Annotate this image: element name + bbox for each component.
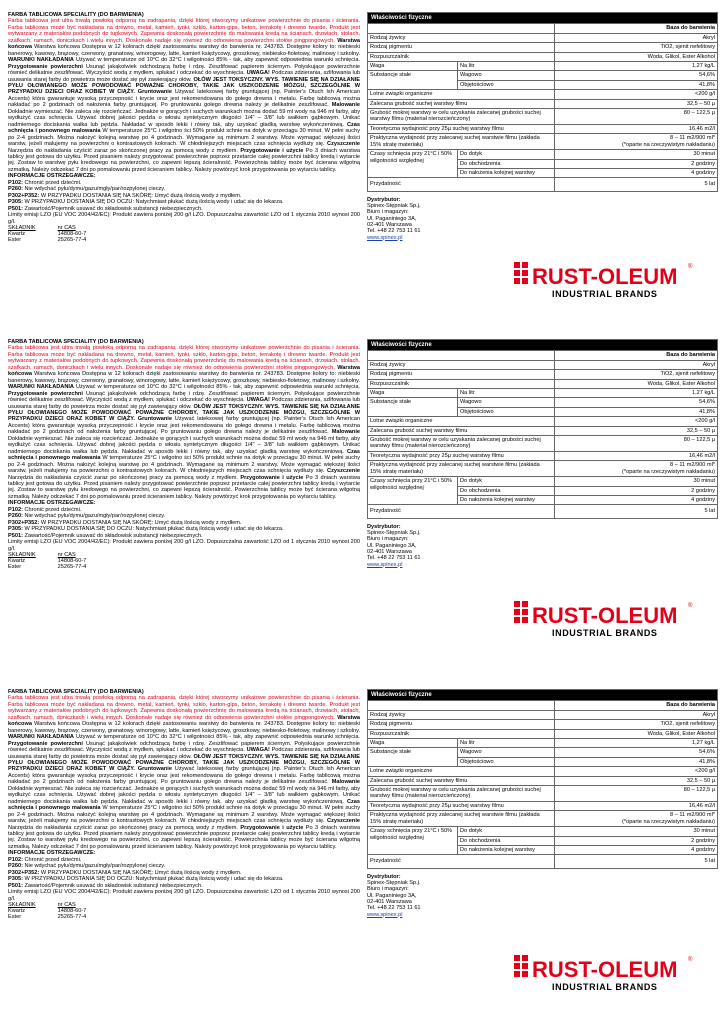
svg-text:®: ® — [688, 264, 693, 270]
svg-text:RUST-OLEUM: RUST-OLEUM — [532, 264, 678, 289]
product-label-2 — [0, 339, 724, 669]
precaution-line: P305: W PRZYPADKU DOSTANIA SIĘ DO OCZU: Natychmiast płukać dużą ilością wody i udać się do lekarza. — [8, 876, 284, 883]
usage-heading: Przygotowanie i użycie — [240, 474, 304, 481]
body-text: Po 3 dniach warstwa tablicy jest gotowa do użytku. Przed pisaniem należy przygotować powierzchnie poprzez przetarcie całej powierzchni tablicy kredą i wytarcie jej. Zostaw to warstwę pyłu kredowego na powierzchni, co zapewni lepszą ścieralność. Powierzchnia tablicy może być ścierana wilgotną szmatką. Należy odczekać 7 dni po pomalowaniu przed ścieraniem tablicy. Należy powtórzyć krok przygotowania po wytarciu tablicy. — [8, 147, 360, 173]
body-text: Warstwa końcowa Dostępna w 12 kolorach dzięki zastosowaniu warstwy do barwienia nr. 243783. Dostępne kolory to: niebieski banerowy, kawowy, brązowy, czerwony, granatowy, winorogowy, latte, kamień księżycowy, groszkowy, niebiesko-fioletowy, malinowy i szkolny. — [8, 721, 360, 734]
section-title: Właściwości fizyczne — [368, 13, 718, 24]
primer-heading: Gruntowanie — [137, 766, 172, 773]
precaution-line: P260: Nie wdychać pyłu/dymu/gazu/mgły/par/rozpylonej cieczy. — [8, 863, 166, 870]
table-row: Rozpuszczalnik Woda, Glikol, Ester Alkohol — [368, 729, 718, 738]
body-text: Po 3 dniach warstwa tablicy jest gotowa do użytku. Przed pisaniem należy przygotować powierzchnie poprzez przetarcie całej powierzchni tablicy kredą i wytarcie jej. Zostaw to warstwę pyłu kredowego na powierzchni, co zapewni lepszą ścieralność. Powierzchnia tablicy może być ścierana wilgotną szmatką. Należy odczekać 7 dni po pomalowaniu przed ścieraniem tablicy. Należy powtórzyć krok przygotowania po wytarciu tablicy. — [8, 474, 360, 500]
distributor-line: Biuro i magazyn: — [367, 536, 409, 543]
table-row: Przydatność 5 lat — [368, 855, 718, 868]
table-row: Czasy schnięcia przy 21°C i 50% wilgotności względnej Do dotyk 30 minut — [368, 150, 718, 159]
intro-text: Farba tablicowa jest ultra trwałą powłoką odporną na zadrapania, dzięki której stworzymy unikatowe powierzchnie do pisania i ścierania. Farba tablicowa może być nakładana na drewno, metal, kamień, tynki, szkło, karton-gips, beton, terrakotę i drewno twarde. Produkt jest wytwarzany z materiałów podobnych do tupkowych. Zapewnia doskonałą powierzchnię do malowania kredą na ścianach, drzwiach, stołach, szafkach, ramach, doniczkach i wielu innych. Doskonale nadaje się również do odnowienia powierzchni stołów pingpongowych. — [8, 345, 360, 371]
body-text: Używać lateksowej farby gruntującej (np. Painter's Otuch Ish American Accents) która gwarantuje wysoką przyczepność i krycie oraz jest rekomendowana do gołego drewna i metalu. Farbę tablicową można nakładać po 2 godzinach od nałożenia farby gruntującej. Po gruntowaniu gołego drewna należy je delikatnie zeszlifować. — [8, 416, 360, 436]
distributor-title: Dystrybutor: — [367, 873, 401, 880]
table-row: Rozpuszczalnik Woda, Glikol, Ester Alkohol — [368, 379, 718, 388]
product-title: FARBA TABLICOWA SPECIALITY (DO BARWIENIA) — [8, 12, 144, 18]
distributor-line: Spinex-Stępniak Sp.j. — [367, 880, 421, 887]
cas-number: 14808-60-7 — [57, 231, 87, 238]
cleaning-heading: Czyszczenie — [327, 468, 360, 475]
product-label-3 — [0, 689, 724, 1019]
body-text: Usunąć jakąkolwiek odchodzącą farbę i rdzę. Zeszlifować papierem ściernym. Połyskujące powierzchnie równieć delikatnie zeszlifować. Wyczyścić wodą z mydłem, spłukać i odczekać do wyschnięcia. — [8, 740, 360, 754]
section-title: Właściwości fizyczne — [368, 690, 718, 701]
distributor-line: 02-401 Warszawa — [367, 221, 412, 228]
body-text: Podczas zdzierania, szlifowania lub usuwania starej farby do powietrza może dostać się pył zawierający ołów. — [8, 70, 360, 83]
precaution-line: P302+P352: W PRZYPADKU DOSTANIA SIĘ NA SKÓRĘ: Umyć dużą ilością wody z mydłem. — [8, 869, 242, 876]
logo-graphic — [512, 258, 697, 302]
distributor-info — [367, 197, 517, 241]
table-row: Praktyczna wydajność przy zalecanej suchej warstwie filmu (zakłada 15% stratę materiału) 8 – 11 m2/900 ml* (*oparte na rzeczywistym nakładaniu) — [368, 134, 718, 150]
precaution-line: P305: W PRZYPADKU DOSTANIA SIĘ DO OCZU: Natychmiast płukać dużą ilością wody i udać się do lekarza. — [8, 526, 284, 533]
painting-heading: Malowanie — [331, 429, 360, 436]
table-row: Praktyczna wydajność przy zalecanej suchej warstwie filmu (zakłada 15% stratę materiału) 8 – 11 m2/900 ml* (*oparte na rzeczywistym nakładaniu) — [368, 461, 718, 477]
base-column-header: Baza do barwienia — [555, 24, 718, 33]
table-row: Rodzaj żywicy Akryl — [368, 33, 718, 42]
finish-coat-heading: Warstwa końcowa — [8, 37, 360, 51]
lead-warning: OŁÓW JEST TOKSYCZNY. WYS. TAWIENIE SIĘ NA DZIAŁANIE PYŁU OŁOWIANEGO MOŻE POWODOWAĆ POWAŻNE CHOROBY, TAKIE JAK USZKODZENIE MÓZGU, SZCZEGÓLNIE W PRZYPADKU DZIECI ORAZ KOBIET W CIĄŻY. — [8, 753, 360, 773]
body-text: Dokładnie wymieszać. Nie zaleca się rozcieńczać. Jednakże w gorących i suchych warunkach można dodać 59 ml wody na 946 ml farby, aby wydłużyć czas schnięcia. Używać dobrej jakości pędzla o włosiu syntetycznym długości 1/4" – 3/8" lub wałkiem gąbkowym. Unikać nadmiernego dociskania wałka lub pędzla. Nakładać w sposób lekki i równy tak, aby uzyskać gładką warstwę wykończeniową. — [8, 785, 360, 805]
table-row: Czasy schnięcia przy 21°C i 50% wilgotności względnej Do dotyk 30 minut — [368, 827, 718, 836]
caution-heading: UWAGA! — [246, 397, 270, 404]
body-text: Używać w temperaturze od 10°C do 32°C i wilgotności 85% - tak, aby zapewnić odpowiednia warunki schnięcia. — [75, 57, 360, 64]
svg-text:®: ® — [688, 957, 693, 963]
ingredient-column-header: SKŁADNIK — [8, 224, 36, 231]
finish-coat-heading: Warstwa końcowa — [8, 714, 360, 728]
distributor-line: Biuro i magazyn: — [367, 209, 409, 216]
precautions-title: INFORMACJE OSTRZEGAWCZE: — [8, 500, 96, 507]
rust-oleum-logo — [512, 951, 697, 995]
product-description — [8, 689, 360, 1009]
table-row: Rodzaj pigmentu TiO2, sjenit nefelitowy — [368, 43, 718, 52]
ingredient-name: Ester — [8, 237, 22, 244]
table-row: Waga Na litr 1,27 kg/L — [368, 389, 718, 398]
drying-heading: Czas schnięcia i ponownego malowania — [8, 448, 360, 462]
painting-heading: Malowanie — [331, 102, 360, 109]
precaution-line: P305: W PRZYPADKU DOSTANIA SIĘ DO OCZU: Natychmiast płukać dużą ilością wody i udać się do lekarza. — [8, 199, 284, 206]
finish-coat-heading: Warstwa końcowa — [8, 364, 360, 378]
precaution-line: P102: Chronić przed dziećmi. — [8, 179, 82, 186]
ingredients-table — [8, 902, 108, 921]
distributor-line: Ul. Paganiniego 3A, — [367, 215, 417, 222]
distributor-line: Ul. Paganiniego 3A, — [367, 892, 417, 899]
product-description — [8, 339, 360, 659]
voc-note: Limity emisji LZO (EU VOC 2004/42/EC): Produkt zawiera poniżej 200 g/l LZO. Dopuszczalna zawartość LZO od 1 stycznia 2010 wynosi 200 g/l. — [8, 889, 360, 902]
properties-table — [367, 689, 718, 869]
caution-heading: UWAGA! — [246, 747, 270, 754]
table-row: Rodzaj pigmentu TiO2, sjenit nefelitowy — [368, 370, 718, 379]
ingredient-name: Kwartz — [8, 231, 26, 238]
body-text: Warstwa końcowa Dostępna w 12 kolorach dzięki zastosowaniu warstwy do barwienia nr. 243783. Dostępne kolory to: niebieski banerowy, kawowy, brązowy, czerwony, granatowy, winorogowy, latte, kamień księżycowy, groszkowy, niebiesko-fioletowy, malinowy i szkolny. — [8, 371, 360, 384]
svg-text:RUST-OLEUM: RUST-OLEUM — [532, 957, 678, 982]
lead-warning: OŁÓW JEST TOKSYCZNY. WYS. TAWIENIE SIĘ NA DZIAŁANIE PYŁU OŁOWIANEGO MOŻE POWODOWAĆ POWAŻNE CHOROBY, TAKIE JAK USZKODZENIE MÓZGU, SZCZEGÓLNIE W PRZYPADKU DZIECI ORAZ KOBIET W CIĄŻY. — [8, 76, 360, 96]
product-description — [8, 12, 360, 332]
table-row — [8, 564, 108, 570]
table-row: Do nałożenia kolejnej warstwy 4 godziny — [368, 168, 718, 177]
table-row: Lotne związki organiczne <200 g/l — [368, 417, 718, 426]
table-row: Lotne związki organiczne <200 g/l — [368, 90, 718, 99]
svg-text:INDUSTRIAL BRANDS: INDUSTRIAL BRANDS — [552, 982, 658, 992]
intro-text: Farba tablicowa jest ultra trwałą powłoką odporną na zadrapania, dzięki której stworzymy unikatowe powierzchnie do pisania i ścierania. Farba tablicowa może być nakładana na drewno, metal, kamień, tynki, szkło, karton-gips, beton, terrakotę i drewno twarde. Produkt jest wytwarzany z materiałów podobnych do tupkowych. Zapewnia doskonałą powierzchnię do malowania kredą na ścianach, drzwiach, stołach, szafkach, ramach, doniczkach i wielu innych. Doskonale nadaje się również do odnowienia powierzchni stołów pingpongowych. — [8, 695, 360, 721]
product-title: FARBA TABLICOWA SPECIALITY (DO BARWIENIA) — [8, 339, 144, 345]
svg-text:®: ® — [688, 603, 693, 609]
body-text: W temperaturze 25°C i wilgotno ści 50% produkt schnie na dotyk w przeciągu 30 minut. W pełni suchy po 2-4 godzinach. Można nałożyć kolejną warstwę po 4 godzinach. Wymagane są minimum 2 warstwy. Może wymagać większej ilości warstw, jeżeli malujemy na powierzchni o kontrastowych kolorach. W chłodniejszych miejscach czas schnięcia wydłuży się. — [8, 455, 360, 475]
website-link[interactable]: www.spinex.pl — [367, 234, 403, 241]
lead-warning: OŁÓW JEST TOKSYCZNY. WYS. TAWIENIE SIĘ NA DZIAŁANIE PYŁU OŁOWIANEGO MOŻE POWODOWAĆ POWAŻNE CHOROBY, TAKIE JAK USZKODZENIE MÓZGU, SZCZEGÓLNIE W PRZYPADKU DZIECI ORAZ KOBIET W CIĄŻY. — [8, 403, 360, 423]
prep-heading: Przygotowanie powierzchni — [8, 740, 83, 747]
drying-heading: Czas schnięcia i ponownego malowania — [8, 798, 360, 812]
table-row: Grubość mokrej warstwy w celu uzyskania zalecanej grubości suchej warstwy filmu (materiał nierozcieńczony) 80 – 122,5 µ — [368, 436, 718, 452]
svg-text:INDUSTRIAL BRANDS: INDUSTRIAL BRANDS — [552, 628, 658, 638]
body-text: W temperaturze 25°C i wilgotno ści 50% produkt schnie na dotyk w przeciągu 30 minut. W pełni suchy po 2-4 godzinach. Można nałożyć kolejną warstwę po 4 godzinach. Wymagane są minimum 2 warstwy. Może wymagać większej ilości warstw, jeżeli malujemy na powierzchni o kontrastowych kolorach. W chłodniejszych miejscach czas schnięcia wydłuży się. — [8, 128, 360, 148]
distributor-line: Tel. +48 22 753 11 61 — [367, 228, 421, 235]
ingredient-column-header: SKŁADNIK — [8, 901, 36, 908]
table-row: Do obchodzenia 2 godziny — [368, 159, 718, 168]
table-row — [8, 914, 108, 920]
usage-heading: Przygotowanie i użycie — [240, 147, 304, 154]
properties-table — [367, 12, 718, 192]
table-row: Czasy schnięcia przy 21°C i 50% wilgotności względnej Do dotyk 30 minut — [368, 477, 718, 486]
table-row: Do obchodzenia 2 godziny — [368, 486, 718, 495]
cas-column-header: nr CAS — [57, 551, 76, 558]
distributor-line: 02-401 Warszawa — [367, 898, 412, 905]
prep-heading: Przygotowanie powierzchni — [8, 390, 83, 397]
table-row: Grubość mokrej warstwy w celu uzyskania zalecanej grubości suchej warstwy filmu (materiał nierozcieńczony) 80 – 122,5 µ — [368, 109, 718, 125]
ingredient-name: Kwartz — [8, 908, 26, 915]
table-row: Waga Na litr 1,27 kg/L — [368, 739, 718, 748]
table-row: Zalecana grubość suchej warstwy filmu 32,5 – 50 µ — [368, 426, 718, 435]
product-label-1 — [0, 12, 724, 342]
table-row: Substancje stałe Wagowo 54,6% — [368, 748, 718, 757]
voc-note: Limity emisji LZO (EU VOC 2004/42/EC): Produkt zawiera poniżej 200 g/l LZO. Dopuszczalna zawartość LZO od 1 stycznia 2010 wynosi 200 g/l. — [8, 539, 360, 552]
drying-heading: Czas schnięcia i ponownego malowania — [8, 121, 360, 135]
application-heading: WARUNKI NAKŁADANIA — [8, 57, 74, 64]
rust-oleum-logo — [512, 597, 697, 641]
table-row: Teoretyczna wydajność przy 25µ suchej warstwy filmu 16,46 m2/l — [368, 801, 718, 810]
distributor-info — [367, 524, 517, 568]
table-row: Teoretyczna wydajność przy 25µ suchej warstwy filmu 16,46 m2/l — [368, 124, 718, 133]
table-row: Teoretyczna wydajność przy 25µ suchej warstwy filmu 16,46 m2/l — [368, 451, 718, 460]
distributor-info — [367, 874, 517, 918]
cas-column-header: nr CAS — [57, 901, 76, 908]
base-column-header: Baza do barwienia — [555, 351, 718, 360]
cleaning-heading: Czyszczenie — [327, 818, 360, 825]
body-text: Dokładnie wymieszać. Nie zaleca się rozcieńczać. Jednakże w gorących i suchych warunkach można dodać 59 ml wody na 946 ml farby, aby wydłużyć czas schnięcia. Używać dobrej jakości pędzla o włosiu syntetycznym długości 1/4" – 3/8" lub wałkiem gąbkowym. Unikać nadmiernego dociskania wałka lub pędzla. Nakładać w sposób lekki i równy tak, aby uzyskać gładką warstwę wykończeniową. — [8, 108, 360, 128]
distributor-line: Tel. +48 22 753 11 61 — [367, 905, 421, 912]
ingredients-table — [8, 225, 108, 244]
cas-number: 25265-77-4 — [57, 914, 87, 921]
body-text: Podczas zdzierania, szlifowania lub usuwania starej farby do powietrza może dostać się pył zawierający ołów. — [8, 397, 360, 410]
precautions-list — [8, 180, 360, 212]
distributor-title: Dystrybutor: — [367, 196, 401, 203]
website-link[interactable]: www.spinex.pl — [367, 911, 403, 918]
table-row: Rozpuszczalnik Woda, Glikol, Ester Alkohol — [368, 52, 718, 61]
precaution-line: P501: Zawartość/Pojemnik usuwać do składowisk substancji niebezpiecznych. — [8, 205, 203, 212]
table-row: Substancje stałe Wagowo 54,6% — [368, 71, 718, 80]
distributor-title: Dystrybutor: — [367, 523, 401, 530]
svg-text:RUST-OLEUM: RUST-OLEUM — [532, 603, 678, 628]
precaution-line: P102: Chronić przed dziećmi. — [8, 856, 82, 863]
distributor-line: Biuro i magazyn: — [367, 886, 409, 893]
physical-properties — [367, 12, 717, 299]
distributor-line: Ul. Paganiniego 3A, — [367, 542, 417, 549]
painting-heading: Malowanie — [331, 779, 360, 786]
table-row: Grubość mokrej warstwy w celu uzyskania zalecanej grubości suchej warstwy filmu (materiał nierozcieńczony) 80 – 122,5 µ — [368, 786, 718, 802]
table-row: Rodzaj pigmentu TiO2, sjenit nefelitowy — [368, 720, 718, 729]
table-row: Waga Na litr 1,27 kg/L — [368, 62, 718, 71]
table-row: Do nałożenia kolejnej warstwy 4 godziny — [368, 495, 718, 504]
body-text: Narzędzia do nakładania czyścić zaraz po skończonej pracy za pomocą wody z mydłem. — [8, 824, 238, 831]
properties-table — [367, 339, 718, 519]
ingredient-name: Kwartz — [8, 558, 26, 565]
cas-number: 14808-60-7 — [57, 908, 87, 915]
body-text: W temperaturze 25°C i wilgotno ści 50% produkt schnie na dotyk w przeciągu 30 minut. W pełni suchy po 2-4 godzinach. Można nałożyć kolejną warstwę po 4 godzinach. Wymagane są minimum 2 warstwy. Może wymagać większej ilości warstw, jeżeli malujemy na powierzchni o kontrastowych kolorach. W chłodniejszych miejscach czas schnięcia wydłuży się. — [8, 805, 360, 825]
body-text: Używać w temperaturze od 10°C do 32°C i wilgotności 85% - tak, aby zapewnić odpowiednia warunki schnięcia. — [75, 734, 360, 741]
base-column-header: Baza do barwienia — [555, 701, 718, 710]
physical-properties — [367, 339, 717, 638]
primer-heading: Gruntowanie — [137, 89, 172, 96]
precaution-line: P302+P352: W PRZYPADKU DOSTANIA SIĘ NA SKÓRĘ: Umyć dużą ilością wody z mydłem. — [8, 519, 242, 526]
body-text: Używać w temperaturze od 10°C do 32°C i wilgotności 85% - tak, aby zapewnić odpowiednia warunki schnięcia. — [75, 384, 360, 391]
body-text: Używać lateksowej farby gruntującej (np. Painter's Otuch Ish American Accents) która gwarantuje wysoką przyczepność i krycie oraz jest rekomendowana do gołego drewna i metalu. Farbę tablicową można nakładać po 2 godzinach od nałożenia farby gruntującej. Po gruntowaniu gołego drewna należy je delikatnie zeszlifować. — [8, 89, 360, 109]
body-text: Używać lateksowej farby gruntującej (np. Painter's Otuch Ish American Accents) która gwarantuje wysoką przyczepność i krycie oraz jest rekomendowana do gołego drewna i metalu. Farbę tablicową można nakładać po 2 godzinach od nałożenia farby gruntującej. Po gruntowaniu gołego drewna należy je delikatnie zeszlifować. — [8, 766, 360, 786]
ingredient-name: Ester — [8, 914, 22, 921]
body-text: Narzędzia do nakładania czyścić zaraz po skończonej pracy za pomocą wody z mydłem. — [8, 147, 238, 154]
body-text: Narzędzia do nakładania czyścić zaraz po skończonej pracy za pomocą wody z mydłem. — [8, 474, 238, 481]
table-row: Rodzaj żywicy Akryl — [368, 360, 718, 369]
precaution-line: P260: Nie wdychać pyłu/dymu/gazu/mgły/par/rozpylonej cieczy. — [8, 513, 166, 520]
precaution-line: P501: Zawartość/Pojemnik usuwać do składowisk substancji niebezpiecznych. — [8, 532, 203, 539]
precaution-line: P302+P352: W PRZYPADKU DOSTANIA SIĘ NA SKÓRĘ: Umyć dużą ilością wody z mydłem. — [8, 192, 242, 199]
precautions-list — [8, 507, 360, 539]
body-text: Warstwa końcowa Dostępna w 12 kolorach dzięki zastosowaniu warstwy do barwienia nr. 243783. Dostępne kolory to: niebieski banerowy, kawowy, brązowy, czerwony, granatowy, winorogowy, latte, kamień księżycowy, groszkowy, niebiesko-fioletowy, malinowy i szkolny. — [8, 44, 360, 57]
table-row: Zalecana grubość suchej warstwy filmu 32,5 – 50 µ — [368, 99, 718, 108]
distributor-line: Tel. +48 22 753 11 61 — [367, 555, 421, 562]
table-row — [8, 237, 108, 243]
precautions-list — [8, 857, 360, 889]
table-row: Objętościowo 41,8% — [368, 80, 718, 89]
logo-graphic — [512, 951, 697, 995]
table-row: Objętościowo 41,8% — [368, 757, 718, 766]
body-text: Podczas zdzierania, szlifowania lub usuwania starej farby do powietrza może dostać się pył zawierający ołów. — [8, 747, 360, 760]
body-text: Usunąć jakąkolwiek odchodzącą farbę i rdzę. Zeszlifować papierem ściernym. Połyskujące powierzchnie równieć delikatnie zeszlifować. Wyczyścić wodą z mydłem, spłukać i odczekać do wyschnięcia. — [8, 63, 360, 77]
body-text: Dokładnie wymieszać. Nie zaleca się rozcieńczać. Jednakże w gorących i suchych warunkach można dodać 59 ml wody na 946 ml farby, aby wydłużyć czas schnięcia. Używać dobrej jakości pędzla o włosiu syntetycznym długości 1/4" – 3/8" lub wałkiem gąbkowym. Unikać nadmiernego dociskania wałka lub pędzla. Nakładać w sposób lekki i równy tak, aby uzyskać gładką warstwę wykończeniową. — [8, 435, 360, 455]
application-heading: WARUNKI NAKŁADANIA — [8, 384, 74, 391]
cas-column-header: nr CAS — [57, 224, 76, 231]
application-heading: WARUNKI NAKŁADANIA — [8, 734, 74, 741]
ingredient-name: Ester — [8, 564, 22, 571]
table-row: Praktyczna wydajność przy zalecanej suchej warstwie filmu (zakłada 15% stratę materiału) 8 – 11 m2/900 ml* (*oparte na rzeczywistym nakładaniu) — [368, 811, 718, 827]
table-row: Do nałożenia kolejnej warstwy 4 godziny — [368, 845, 718, 854]
cas-number: 14808-60-7 — [57, 558, 87, 565]
ingredient-column-header: SKŁADNIK — [8, 551, 36, 558]
body-text: Usunąć jakąkolwiek odchodzącą farbę i rdzę. Zeszlifować papierem ściernym. Połyskujące powierzchnie równieć delikatnie zeszlifować. Wyczyścić wodą z mydłem, spłukać i odczekać do wyschnięcia. — [8, 390, 360, 404]
precautions-title: INFORMACJE OSTRZEGAWCZE: — [8, 850, 96, 857]
cas-number: 25265-77-4 — [57, 237, 87, 244]
product-title: FARBA TABLICOWA SPECIALITY (DO BARWIENIA) — [8, 689, 144, 695]
precaution-line: P501: Zawartość/Pojemnik usuwać do składowisk substancji niebezpiecznych. — [8, 882, 203, 889]
table-row: Zalecana grubość suchej warstwy filmu 32,5 – 50 µ — [368, 776, 718, 785]
prep-heading: Przygotowanie powierzchni — [8, 63, 83, 70]
body-text: Po 3 dniach warstwa tablicy jest gotowa do użytku. Przed pisaniem należy przygotować powierzchnie poprzez przetarcie całej powierzchni tablicy kredą i wytarcie jej. Zostaw to warstwę pyłu kredowego na powierzchni, co zapewni lepszą ścieralność. Powierzchnia tablicy może być ścierana wilgotną szmatką. Należy odczekać 7 dni po pomalowaniu przed ścieraniem tablicy. Należy powtórzyć krok przygotowania po wytarciu tablicy. — [8, 824, 360, 850]
ingredients-table — [8, 552, 108, 571]
distributor-line: Spinex-Stępniak Sp.j. — [367, 530, 421, 537]
precaution-line: P260: Nie wdychać pyłu/dymu/gazu/mgły/par/rozpylonej cieczy. — [8, 186, 166, 193]
table-row: Przydatność 5 lat — [368, 178, 718, 191]
cleaning-heading: Czyszczenie — [327, 141, 360, 148]
website-link[interactable]: www.spinex.pl — [367, 561, 403, 568]
primer-heading: Gruntowanie — [137, 416, 172, 423]
distributor-line: 02-401 Warszawa — [367, 548, 412, 555]
cas-number: 25265-77-4 — [57, 564, 87, 571]
voc-note: Limity emisji LZO (EU VOC 2004/42/EC): Produkt zawiera poniżej 200 g/l LZO. Dopuszczalna zawartość LZO od 1 stycznia 2010 wynosi 200 g/l. — [8, 212, 360, 225]
intro-text: Farba tablicowa jest ultra trwałą powłoką odporną na zadrapania, dzięki której stworzymy unikatowe powierzchnie do pisania i ścierania. Farba tablicowa może być nakładana na drewno, metal, kamień, tynki, szkło, karton-gips, beton, terrakotę i drewno twarde. Produkt jest wytwarzany z materiałów podobnych do tupkowych. Zapewnia doskonałą powierzchnię do malowania kredą na ścianach, drzwiach, stołach, szafkach, ramach, doniczkach i wielu innych. Doskonale nadaje się również do odnowienia powierzchni stołów pingpongowych. — [8, 18, 360, 44]
caution-heading: UWAGA! — [246, 70, 270, 77]
precaution-line: P102: Chronić przed dziećmi. — [8, 506, 82, 513]
precautions-title: INFORMACJE OSTRZEGAWCZE: — [8, 173, 96, 180]
svg-text:INDUSTRIAL BRANDS: INDUSTRIAL BRANDS — [552, 289, 658, 299]
distributor-line: Spinex-Stępniak Sp.j. — [367, 203, 421, 210]
section-title: Właściwości fizyczne — [368, 340, 718, 351]
logo-graphic — [512, 597, 697, 641]
table-row: Lotne związki organiczne <200 g/l — [368, 767, 718, 776]
physical-properties — [367, 689, 717, 992]
table-row: Przydatność 5 lat — [368, 505, 718, 518]
table-row: Objętościowo 41,8% — [368, 407, 718, 416]
table-row: Substancje stałe Wagowo 54,6% — [368, 398, 718, 407]
table-row: Do obchodzenia 2 godziny — [368, 836, 718, 845]
rust-oleum-logo — [512, 258, 697, 302]
usage-heading: Przygotowanie i użycie — [240, 824, 304, 831]
table-row: Rodzaj żywicy Akryl — [368, 710, 718, 719]
